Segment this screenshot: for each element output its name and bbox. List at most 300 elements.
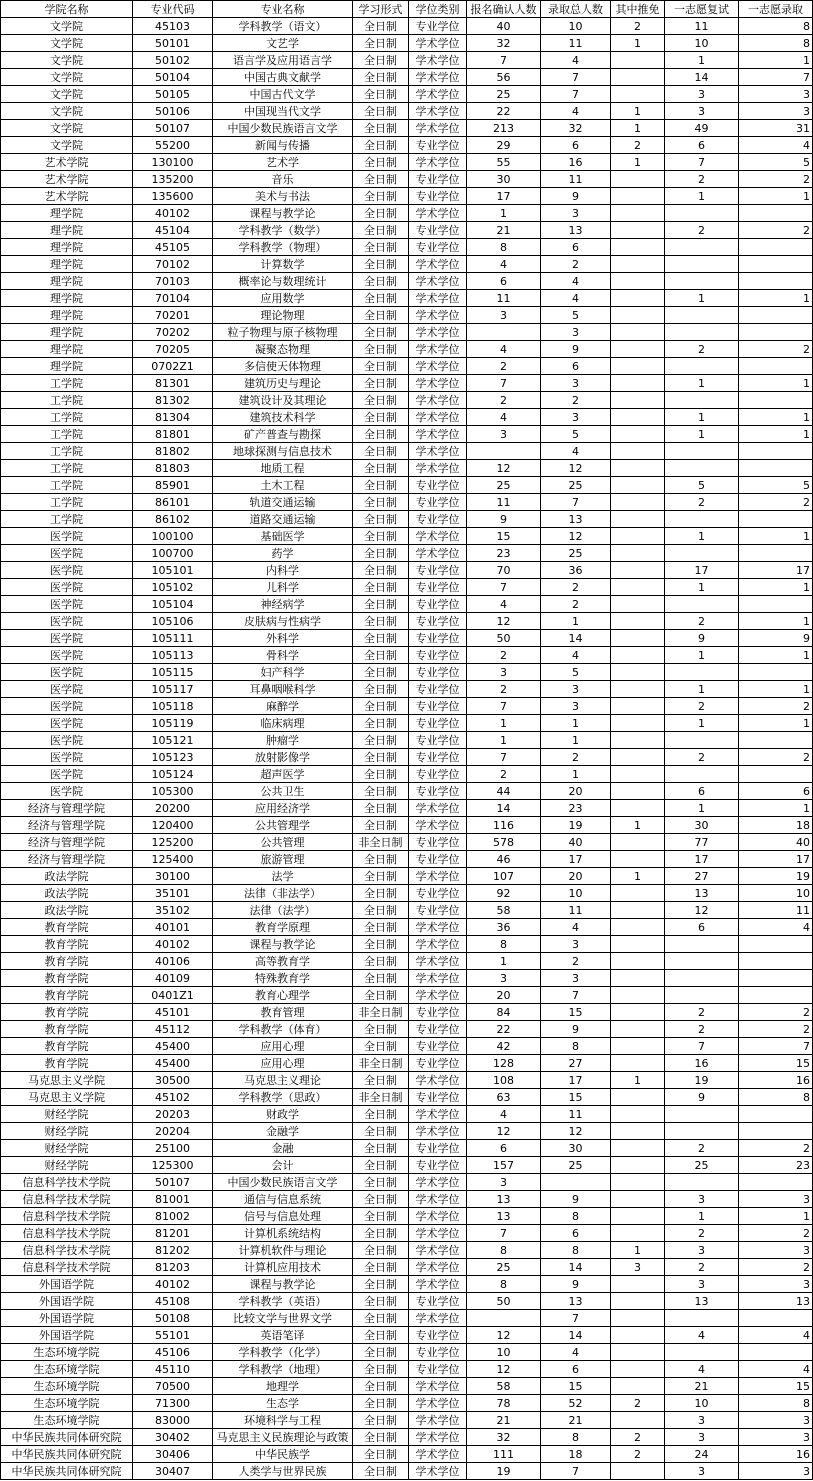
study-mode-cell: 全日制 [353,902,409,919]
major-name-cell: 公共管理 [213,834,353,851]
first-choice-retest-cell: 13 [665,1293,739,1310]
college-cell: 理学院 [1,256,133,273]
applicants-cell: 6 [467,1140,541,1157]
major-code-cell: 20203 [133,1106,213,1123]
exempt-cell [611,732,665,749]
first-choice-retest-cell: 3 [665,1429,739,1446]
applicants-cell: 25 [467,477,541,494]
major-code-cell: 50106 [133,103,213,120]
table-row [1,86,813,103]
admitted-cell: 19 [541,817,611,834]
first-choice-admitted-cell: 15 [739,1378,813,1395]
table-row [1,715,813,732]
applicants-cell: 7 [467,749,541,766]
exempt-cell [611,1055,665,1072]
table-row [1,919,813,936]
applicants-cell: 40 [467,18,541,35]
college-cell: 艺术学院 [1,171,133,188]
admitted-cell: 3 [541,681,611,698]
study-mode-cell: 全日制 [353,341,409,358]
college-cell: 工学院 [1,426,133,443]
admitted-cell: 16 [541,154,611,171]
applicants-cell: 58 [467,1378,541,1395]
first-choice-admitted-cell: 8 [739,18,813,35]
applicants-cell: 12 [467,1327,541,1344]
major-code-cell: 105111 [133,630,213,647]
exempt-cell [611,1344,665,1361]
applicants-cell: 78 [467,1395,541,1412]
major-name-cell: 公共卫生 [213,783,353,800]
study-mode-cell: 全日制 [353,1123,409,1140]
first-choice-retest-cell [665,953,739,970]
table-row [1,647,813,664]
degree-type-cell: 专业学位 [409,1327,467,1344]
major-name-cell: 内科学 [213,562,353,579]
first-choice-retest-cell [665,1344,739,1361]
college-cell: 医学院 [1,749,133,766]
college-cell: 医学院 [1,630,133,647]
admitted-cell: 21 [541,1412,611,1429]
degree-type-cell: 专业学位 [409,1055,467,1072]
table-row [1,936,813,953]
first-choice-admitted-cell [739,664,813,681]
table-row [1,52,813,69]
major-code-cell: 30100 [133,868,213,885]
admitted-cell: 12 [541,528,611,545]
first-choice-admitted-cell: 8 [739,1089,813,1106]
table-row [1,392,813,409]
first-choice-retest-cell: 3 [665,1242,739,1259]
first-choice-retest-cell: 77 [665,834,739,851]
study-mode-cell: 全日制 [353,1344,409,1361]
applicants-cell: 22 [467,1021,541,1038]
table-row [1,1259,813,1276]
admitted-cell: 9 [541,1021,611,1038]
table-row [1,732,813,749]
exempt-cell [611,953,665,970]
applicants-cell: 7 [467,579,541,596]
applicants-cell: 46 [467,851,541,868]
applicants-cell: 6 [467,273,541,290]
exempt-cell: 1 [611,1072,665,1089]
college-cell: 经济与管理学院 [1,834,133,851]
table-row [1,426,813,443]
major-name-cell: 法学 [213,868,353,885]
major-code-cell: 81201 [133,1225,213,1242]
college-cell: 教育学院 [1,970,133,987]
admitted-cell: 13 [541,1293,611,1310]
table-row [1,1191,813,1208]
major-code-cell: 105104 [133,596,213,613]
exempt-cell [611,1361,665,1378]
major-code-cell: 105113 [133,647,213,664]
college-cell: 政法学院 [1,902,133,919]
admitted-cell: 3 [541,324,611,341]
first-choice-retest-cell: 1 [665,647,739,664]
major-name-cell: 美术与书法 [213,188,353,205]
exempt-cell [611,1021,665,1038]
degree-type-cell: 学术学位 [409,919,467,936]
exempt-cell [611,579,665,596]
major-code-cell: 105124 [133,766,213,783]
applicants-cell: 4 [467,596,541,613]
first-choice-admitted-cell: 1 [739,681,813,698]
admitted-cell: 4 [541,273,611,290]
major-code-cell: 70201 [133,307,213,324]
major-name-cell: 人类学与世界民族 [213,1463,353,1480]
applicants-cell: 42 [467,1038,541,1055]
major-code-cell: 81203 [133,1259,213,1276]
first-choice-admitted-cell: 4 [739,1327,813,1344]
first-choice-admitted-cell: 10 [739,885,813,902]
degree-type-cell: 专业学位 [409,630,467,647]
study-mode-cell: 全日制 [353,1225,409,1242]
exempt-cell [611,800,665,817]
degree-type-cell: 学术学位 [409,1395,467,1412]
major-code-cell: 45104 [133,222,213,239]
admitted-cell: 7 [541,1310,611,1327]
major-code-cell: 40106 [133,953,213,970]
degree-type-cell: 专业学位 [409,902,467,919]
major-name-cell: 地理学 [213,1378,353,1395]
applicants-cell [467,443,541,460]
degree-type-cell: 学术学位 [409,987,467,1004]
admitted-cell: 17 [541,1072,611,1089]
applicants-cell: 1 [467,715,541,732]
first-choice-admitted-cell: 1 [739,52,813,69]
admitted-cell: 14 [541,630,611,647]
college-cell: 外国语学院 [1,1327,133,1344]
exempt-cell [611,783,665,800]
exempt-cell [611,1412,665,1429]
college-cell: 医学院 [1,681,133,698]
applicants-cell: 578 [467,834,541,851]
applicants-cell: 21 [467,222,541,239]
first-choice-admitted-cell [739,1344,813,1361]
admitted-cell: 9 [541,1276,611,1293]
college-cell: 理学院 [1,290,133,307]
degree-type-cell: 学术学位 [409,443,467,460]
study-mode-cell: 全日制 [353,715,409,732]
degree-type-cell: 学术学位 [409,120,467,137]
study-mode-cell: 全日制 [353,800,409,817]
degree-type-cell: 专业学位 [409,1038,467,1055]
study-mode-cell: 全日制 [353,936,409,953]
table-row [1,817,813,834]
header-first-choice-admitted: 一志愿录取 [739,1,813,18]
exempt-cell [611,290,665,307]
study-mode-cell: 全日制 [353,18,409,35]
first-choice-retest-cell: 1 [665,188,739,205]
college-cell: 政法学院 [1,885,133,902]
college-cell: 中华民族共同体研究院 [1,1429,133,1446]
first-choice-admitted-cell: 3 [739,103,813,120]
major-name-cell: 地球探测与信息技术 [213,443,353,460]
study-mode-cell: 全日制 [353,460,409,477]
applicants-cell: 3 [467,664,541,681]
table-row [1,239,813,256]
first-choice-admitted-cell: 1 [739,579,813,596]
exempt-cell [611,1310,665,1327]
table-row [1,443,813,460]
table-row [1,1038,813,1055]
major-name-cell: 临床病理 [213,715,353,732]
first-choice-retest-cell [665,256,739,273]
table-row [1,1174,813,1191]
major-name-cell: 儿科学 [213,579,353,596]
degree-type-cell: 专业学位 [409,596,467,613]
table-row [1,885,813,902]
major-name-cell: 计算机系统结构 [213,1225,353,1242]
applicants-cell [467,324,541,341]
study-mode-cell: 全日制 [353,511,409,528]
applicants-cell: 2 [467,392,541,409]
major-code-cell: 70202 [133,324,213,341]
major-name-cell: 药学 [213,545,353,562]
major-name-cell: 马克思主义理论 [213,1072,353,1089]
applicants-cell: 11 [467,494,541,511]
major-code-cell: 50102 [133,52,213,69]
major-name-cell: 应用经济学 [213,800,353,817]
major-code-cell: 125400 [133,851,213,868]
table-row [1,307,813,324]
header-major-name: 专业名称 [213,1,353,18]
college-cell: 医学院 [1,562,133,579]
first-choice-retest-cell [665,936,739,953]
college-cell: 信息科学技术学院 [1,1191,133,1208]
major-code-cell: 70102 [133,256,213,273]
first-choice-admitted-cell: 4 [739,137,813,154]
exempt-cell [611,647,665,664]
college-cell: 信息科学技术学院 [1,1174,133,1191]
major-name-cell: 建筑历史与理论 [213,375,353,392]
major-code-cell: 45112 [133,1021,213,1038]
table-row [1,494,813,511]
study-mode-cell: 全日制 [353,851,409,868]
study-mode-cell: 全日制 [353,1429,409,1446]
major-name-cell: 轨道交通运输 [213,494,353,511]
degree-type-cell: 专业学位 [409,1293,467,1310]
admitted-cell [541,1174,611,1191]
degree-type-cell: 学术学位 [409,1310,467,1327]
study-mode-cell: 全日制 [353,205,409,222]
exempt-cell [611,545,665,562]
degree-type-cell: 学术学位 [409,1191,467,1208]
first-choice-retest-cell [665,766,739,783]
first-choice-admitted-cell [739,443,813,460]
table-row [1,409,813,426]
degree-type-cell: 学术学位 [409,1276,467,1293]
applicants-cell: 32 [467,1429,541,1446]
first-choice-admitted-cell [739,936,813,953]
exempt-cell [611,630,665,647]
first-choice-admitted-cell: 3 [739,86,813,103]
degree-type-cell: 专业学位 [409,222,467,239]
major-name-cell: 计算机应用技术 [213,1259,353,1276]
degree-type-cell: 专业学位 [409,647,467,664]
table-row [1,1361,813,1378]
first-choice-retest-cell: 24 [665,1446,739,1463]
major-name-cell: 道路交通运输 [213,511,353,528]
table-row [1,1293,813,1310]
degree-type-cell: 专业学位 [409,698,467,715]
degree-type-cell: 专业学位 [409,239,467,256]
degree-type-cell: 专业学位 [409,477,467,494]
study-mode-cell: 全日制 [353,1310,409,1327]
first-choice-admitted-cell [739,987,813,1004]
major-name-cell: 比较文学与世界文学 [213,1310,353,1327]
admitted-cell: 14 [541,1327,611,1344]
header-row [1,1,813,18]
college-cell: 文学院 [1,137,133,154]
applicants-cell: 157 [467,1157,541,1174]
table-row [1,256,813,273]
degree-type-cell: 专业学位 [409,664,467,681]
college-cell: 教育学院 [1,1021,133,1038]
degree-type-cell: 学术学位 [409,86,467,103]
table-row [1,579,813,596]
admitted-cell: 25 [541,1157,611,1174]
major-code-cell: 50107 [133,1174,213,1191]
first-choice-admitted-cell [739,545,813,562]
applicants-cell: 3 [467,1174,541,1191]
study-mode-cell: 全日制 [353,1412,409,1429]
applicants-cell: 12 [467,1123,541,1140]
admitted-cell: 12 [541,1123,611,1140]
study-mode-cell: 全日制 [353,562,409,579]
applicants-cell: 2 [467,766,541,783]
college-cell: 财经学院 [1,1140,133,1157]
college-cell: 医学院 [1,766,133,783]
first-choice-admitted-cell [739,1106,813,1123]
first-choice-admitted-cell [739,239,813,256]
degree-type-cell: 学术学位 [409,69,467,86]
applicants-cell: 36 [467,919,541,936]
admitted-cell: 4 [541,919,611,936]
major-code-cell: 81202 [133,1242,213,1259]
admitted-cell: 1 [541,732,611,749]
applicants-cell: 17 [467,188,541,205]
major-name-cell: 中国少数民族语言文学 [213,120,353,137]
exempt-cell [611,511,665,528]
table-row [1,290,813,307]
table-row [1,35,813,52]
table-body [1,18,813,1480]
degree-type-cell: 学术学位 [409,1412,467,1429]
major-name-cell: 放射影像学 [213,749,353,766]
study-mode-cell: 全日制 [353,596,409,613]
first-choice-admitted-cell: 7 [739,69,813,86]
admitted-cell: 8 [541,1429,611,1446]
admitted-cell: 25 [541,545,611,562]
table-row [1,902,813,919]
first-choice-admitted-cell: 40 [739,834,813,851]
first-choice-retest-cell: 1 [665,579,739,596]
exempt-cell [611,1293,665,1310]
table-row [1,137,813,154]
exempt-cell [611,936,665,953]
header-study-mode: 学习形式 [353,1,409,18]
major-code-cell: 70205 [133,341,213,358]
degree-type-cell: 学术学位 [409,1123,467,1140]
study-mode-cell: 全日制 [353,171,409,188]
header-first-choice-retest: 一志愿复试 [665,1,739,18]
admitted-cell: 13 [541,222,611,239]
study-mode-cell: 全日制 [353,681,409,698]
degree-type-cell: 学术学位 [409,936,467,953]
first-choice-retest-cell [665,596,739,613]
applicants-cell: 70 [467,562,541,579]
major-name-cell: 计算机软件与理论 [213,1242,353,1259]
applicants-cell: 8 [467,1276,541,1293]
study-mode-cell: 全日制 [353,307,409,324]
major-code-cell: 0702Z1 [133,358,213,375]
major-name-cell: 公共管理学 [213,817,353,834]
study-mode-cell: 全日制 [353,1191,409,1208]
college-cell: 理学院 [1,341,133,358]
major-code-cell: 45108 [133,1293,213,1310]
college-cell: 信息科学技术学院 [1,1225,133,1242]
study-mode-cell: 全日制 [353,256,409,273]
college-cell: 中华民族共同体研究院 [1,1463,133,1480]
major-name-cell: 法律（法学） [213,902,353,919]
exempt-cell: 2 [611,1446,665,1463]
major-name-cell: 教育心理学 [213,987,353,1004]
first-choice-retest-cell: 2 [665,341,739,358]
study-mode-cell: 全日制 [353,1174,409,1191]
exempt-cell: 3 [611,1259,665,1276]
study-mode-cell: 全日制 [353,1259,409,1276]
first-choice-retest-cell: 2 [665,1021,739,1038]
study-mode-cell: 全日制 [353,409,409,426]
first-choice-admitted-cell [739,1123,813,1140]
college-cell: 经济与管理学院 [1,800,133,817]
first-choice-retest-cell: 49 [665,120,739,137]
first-choice-admitted-cell [739,358,813,375]
table-row [1,154,813,171]
major-name-cell: 多信使天体物理 [213,358,353,375]
major-name-cell: 特殊教育学 [213,970,353,987]
table-row [1,1412,813,1429]
first-choice-retest-cell: 7 [665,154,739,171]
study-mode-cell: 全日制 [353,1208,409,1225]
exempt-cell [611,69,665,86]
table-row [1,1310,813,1327]
degree-type-cell: 学术学位 [409,1259,467,1276]
first-choice-admitted-cell: 1 [739,188,813,205]
table-row [1,851,813,868]
table-row [1,1072,813,1089]
study-mode-cell: 全日制 [353,1021,409,1038]
first-choice-retest-cell: 30 [665,817,739,834]
table-row [1,953,813,970]
major-name-cell: 文艺学 [213,35,353,52]
college-cell: 教育学院 [1,936,133,953]
first-choice-retest-cell: 11 [665,18,739,35]
first-choice-admitted-cell: 3 [739,1412,813,1429]
first-choice-admitted-cell: 23 [739,1157,813,1174]
study-mode-cell: 全日制 [353,1327,409,1344]
college-cell: 文学院 [1,86,133,103]
exempt-cell [611,1174,665,1191]
major-code-cell: 50101 [133,35,213,52]
table-row [1,205,813,222]
major-code-cell: 45102 [133,1089,213,1106]
exempt-cell [611,834,665,851]
college-cell: 经济与管理学院 [1,817,133,834]
college-cell: 工学院 [1,494,133,511]
admitted-cell: 15 [541,1004,611,1021]
